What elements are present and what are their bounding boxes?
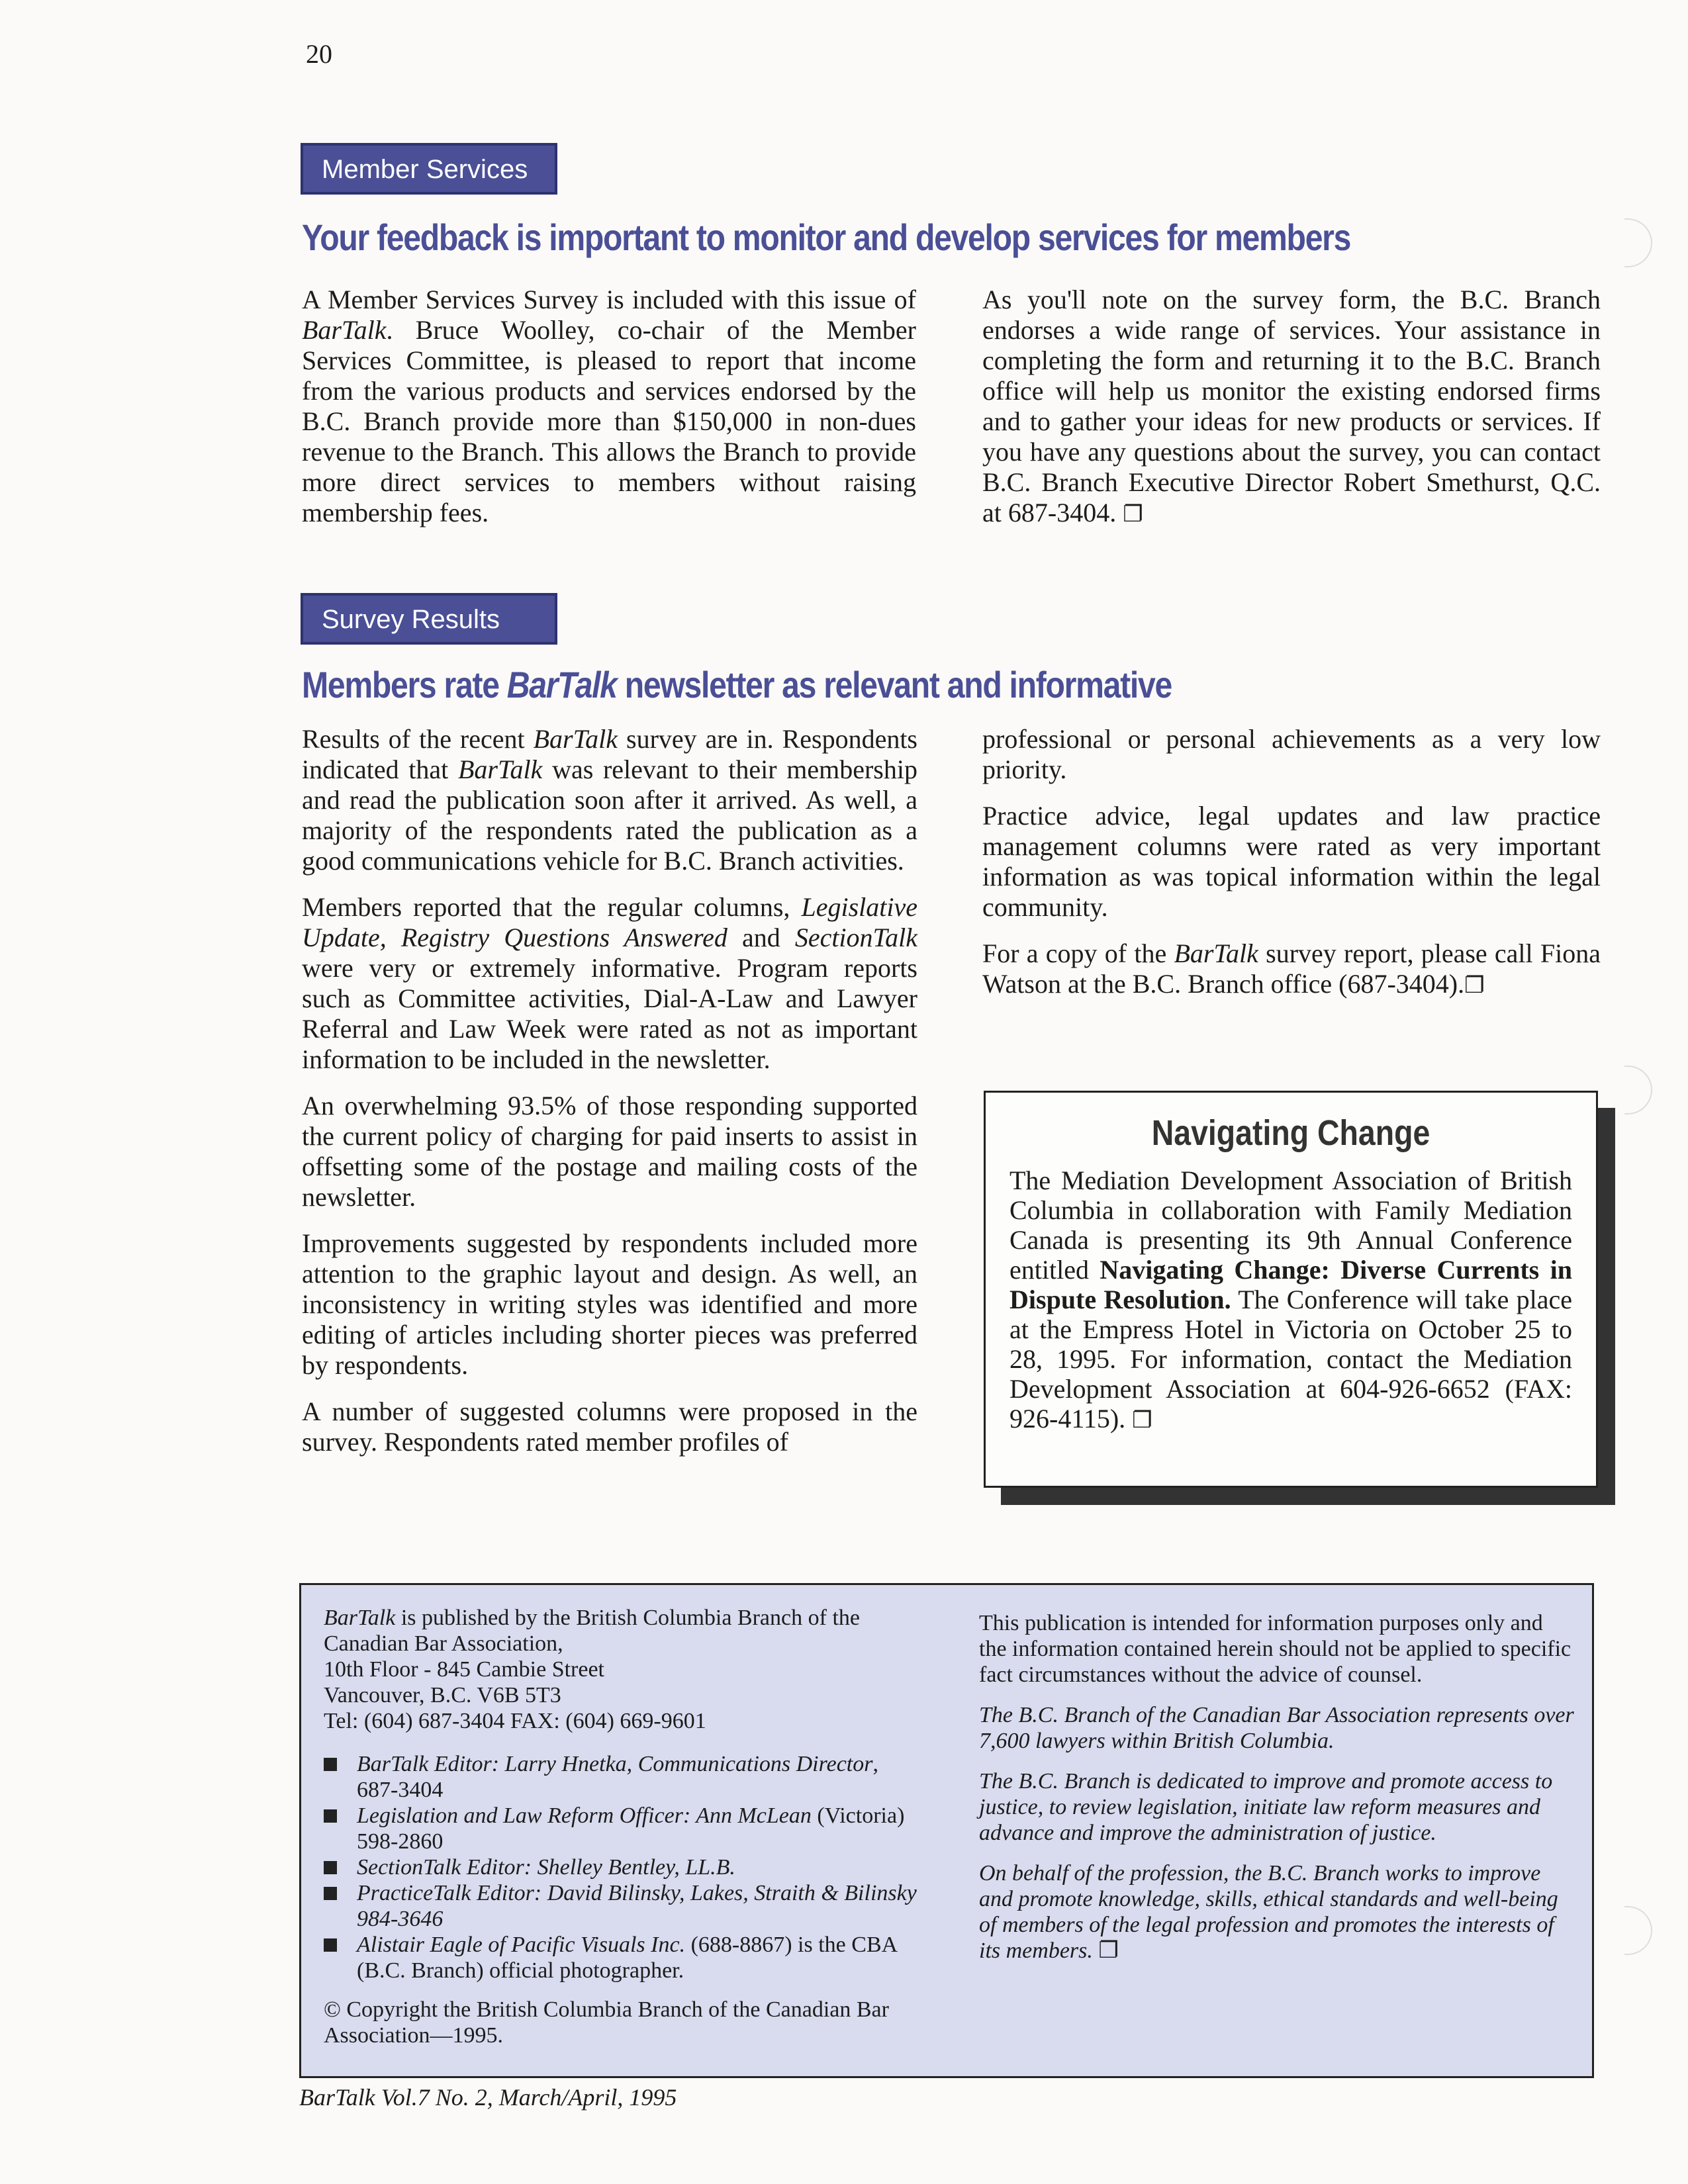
section-tag-survey-results: Survey Results [301, 593, 557, 645]
headline-survey: Members rate BarTalk newsletter as relevant and informative [302, 664, 1172, 705]
member-services-left-column: A Member Services Survey is included with this issue of BarTalk. Bruce Woolley, co-chair of the Member Services Committee, is pleased to report that income from the various products and services endorsed by the B.C. Branch provide more than $150,000 in non-dues revenue to the Branch. This allows the Branch to provide more direct services to members without raising membership fees. [302, 285, 916, 527]
end-mark-icon: ❐ [1098, 1937, 1119, 1964]
navigating-change-title: Navigating Change [1151, 1113, 1430, 1153]
list-item: BarTalk Editor: Larry Hnetka, Communications Director, 687-3404 [324, 1751, 919, 1803]
survey-right-column: professional or personal achievements as a very low priority. Practice advice, legal updates and law practice management columns were rated as very important information as was topical information within the legal community. For a copy of the BarTalk survey report, please call Fiona Watson at the B.C. Branch office (687-3404).❐ [982, 724, 1601, 999]
list-item: Alistair Eagle of Pacific Visuals Inc. (688-8867) is the CBA (B.C. Branch) official photographer. [324, 1932, 919, 1983]
survey-left-column: Results of the recent BarTalk survey are in. Respondents indicated that BarTalk was relevant to their membership and read the publication soon after it arrived. As well, a majority of the respondents rated the publication as a good communications vehicle for B.C. Branch activities. Members reported that the regular columns, Legislative Update, Registry Questions Answered and SectionTalk were very or extremely informative. Program reports such as Committee activities, Dial-A-Law and Lawyer Referral and Law Week were rated as not as important information to be included in the newsletter. An overwhelming 93.5% of those responding supported the current policy of charging for paid inserts to assist in offsetting some of the postage and mailing costs of the newsletter. Improvements suggested by respondents included more attention to the graphic layout and design. As well, an inconsistency in writing styles was identified and more editing of articles including shorter pieces was preferred by respondents. A number of suggested columns were proposed in the survey. Respondents rated member profiles of [302, 724, 917, 1457]
bullet-icon [324, 1938, 337, 1952]
section-tag-member-services: Member Services [301, 143, 557, 195]
navigating-change-box [984, 1091, 1598, 1488]
list-item: SectionTalk Editor: Shelley Bentley, LL.B. [324, 1854, 919, 1880]
punch-hole-decoration [1624, 218, 1652, 267]
punch-hole-decoration [1624, 1906, 1652, 1955]
member-services-right-column: As you'll note on the survey form, the B.C. Branch endorses a wide range of services. Your assistance in completing the form and returning it to the B.C. Branch office will help us monitor the existing endorsed firms and to gather your ideas for new products or services. If you have any questions about the survey, you can contact B.C. Branch Executive Director Robert Smethurst, Q.C. at 687-3404. ❐ [982, 285, 1601, 527]
navigating-change-body: The Mediation Development Association of British Columbia in collaboration with Family Mediation Canada is presenting its 9th Annual Conference entitled Navigating Change: Diverse Currents in Dispute Resolution. The Conference will take place at the Empress Hotel in Victoria on October 25 to 28, 1995. For information, contact the Mediation Development Association at 604-926-6652 (FAX: 926-4115). ❐ [1009, 1165, 1572, 1433]
list-item: PracticeTalk Editor: David Bilinsky, Lakes, Straith & Bilinsky 984-3646 [324, 1880, 919, 1932]
page-number: 20 [306, 39, 332, 69]
bullet-icon [324, 1887, 337, 1900]
staff-list [324, 1751, 919, 1983]
bullet-icon [324, 1861, 337, 1874]
publication-info-left: BarTalk is published by the British Columbia Branch of the Canadian Bar Association, 10th Floor - 845 Cambie Street Vancouver, B.C. V6B 5T3 Tel: (604) 687-3404 FAX: (604) 669-9601 BarTalk Editor: Larry Hnetka, Communications Director, 687-3404 Legislation and Law Reform Officer: Ann McLean (Victoria) 598-2860 SectionTalk Editor: Shelley Bentley, LL.B. PracticeTalk Editor: David Bilinsky, Lakes, Straith & Bilinsky 984-3646 Alistair Eagle of Pacific Visuals Inc. (688-8867) is the CBA (B.C. Branch) official photographer. © Copyright the British Columbia Branch of the Canadian Bar Association—1995. [324, 1605, 919, 2063]
end-mark-icon: ❐ [1123, 501, 1143, 527]
publication-info-right: This publication is intended for information purposes only and the information contained herein should not be applied to specific fact circumstances without the advice of counsel. The B.C. Branch of the Canadian Bar Association represents over 7,600 lawyers within British Columbia. The B.C. Branch is dedicated to improve and promote access to justice, to review legislation, initiate law reform measures and advance and improve the administration of justice. On behalf of the profession, the B.C. Branch works to improve and promote knowledge, skills, ethical standards and well-being of members of the legal profession and promotes the interests of its members. ❐ [979, 1611, 1574, 1964]
bullet-icon [324, 1758, 337, 1771]
headline-feedback: Your feedback is important to monitor and develop services for members [302, 216, 1351, 258]
issue-line: BarTalk Vol.7 No. 2, March/April, 1995 [299, 2084, 677, 2111]
end-mark-icon: ❐ [1132, 1407, 1152, 1433]
list-item: Legislation and Law Reform Officer: Ann McLean (Victoria) 598-2860 [324, 1803, 919, 1854]
end-mark-icon: ❐ [1464, 972, 1485, 999]
punch-hole-decoration [1624, 1066, 1652, 1115]
bullet-icon [324, 1809, 337, 1823]
publication-info-box [299, 1583, 1594, 2078]
